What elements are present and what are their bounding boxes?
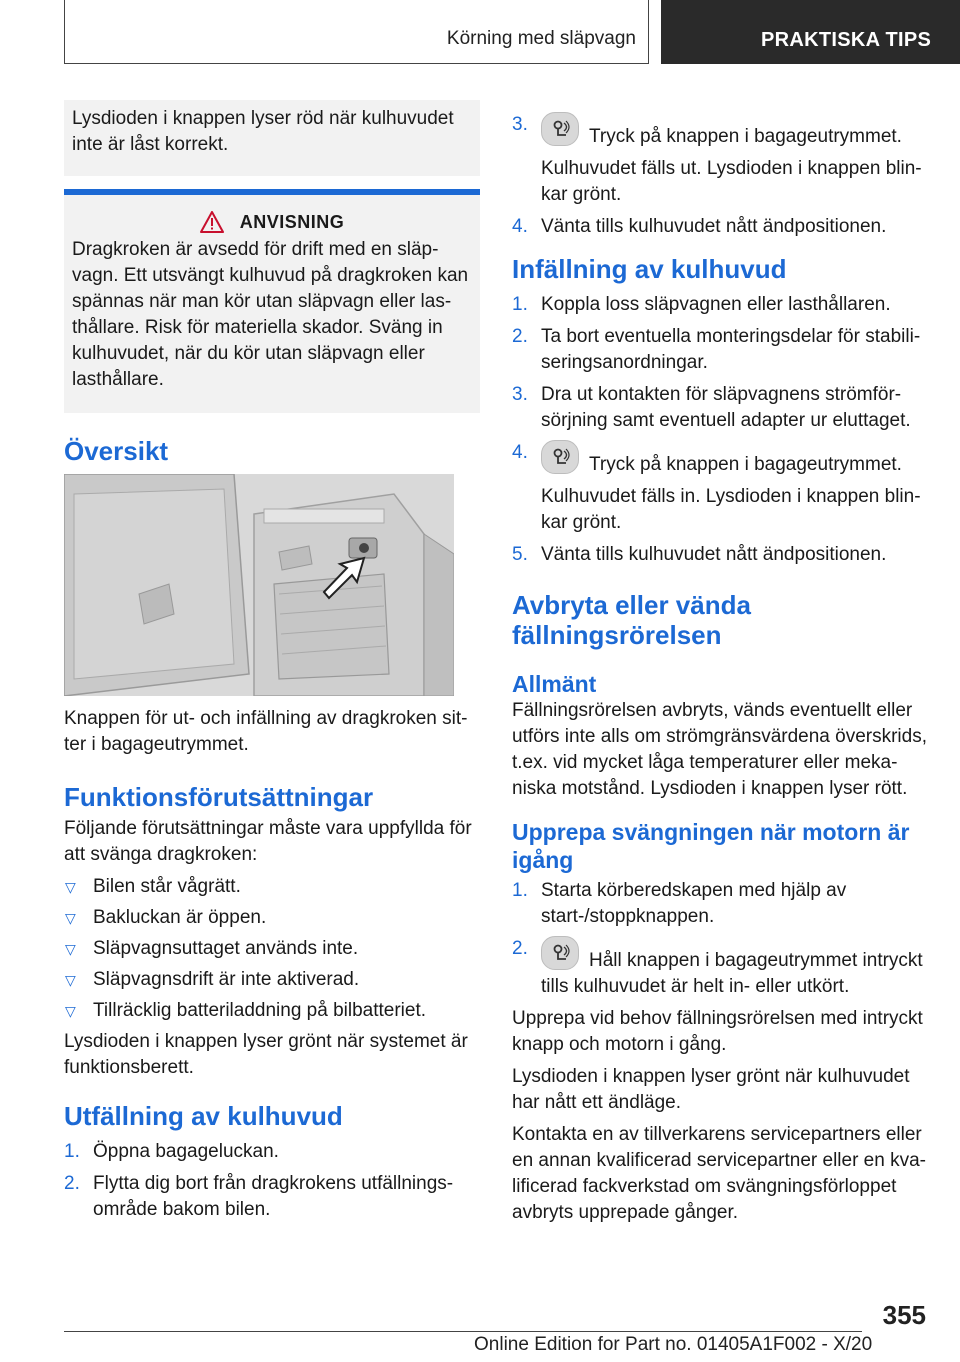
list-item: 4. Tryck på knappen i bagageutrymmet. Kulhuvudet fälls in. Lysdioden i knappen blinkar grönt. (512, 440, 928, 536)
repeat-paragraph-1: Upprepa vid behov fällningsrörelsen med intryckt knapp och motorn i gång. (512, 1008, 923, 1055)
bullet-triangle-icon: ▽ (65, 972, 76, 988)
repeat-heading: Upprepa svängningen när motorn är igång (512, 819, 910, 873)
prerequisites-list (64, 874, 480, 1024)
bullet-triangle-icon: ▽ (65, 879, 76, 895)
list-item: 3. Tryck på knappen i bagageutrymmet. Kulhuvudet fälls ut. Lysdioden i knappen blinkar grönt. (512, 112, 928, 208)
footer-rule (64, 1331, 862, 1332)
right-column (512, 112, 928, 1232)
retract-heading: Infällning av kulhuvud (512, 254, 787, 284)
page-number: 355 (882, 1300, 926, 1330)
figure-caption: Knappen för ut- och infällning av dragkroken sitter i bagageutrymmet. (64, 708, 468, 755)
notice-title-text: ANVISNING (239, 212, 345, 232)
list-item: ▽ Tillräcklig batteriladdning på bilbatteriet. (64, 998, 480, 1024)
extend-steps (64, 1139, 480, 1223)
trailer-hitch-button-icon (541, 936, 579, 970)
warning-triangle-icon (200, 211, 224, 233)
list-item: 1. Öppna bagageluckan. (64, 1141, 279, 1162)
list-item: ▽ Släpvagnsuttaget används inte. (64, 936, 480, 962)
prerequisites-result: Lysdioden i knappen lyser grönt när systemet är funktionsberett. (64, 1031, 468, 1078)
bullet-triangle-icon: ▽ (65, 941, 76, 957)
list-item: ▽ Bilen står vågrätt. (64, 874, 480, 900)
abort-heading: Avbryta eller vända fällningsrörelsen (512, 590, 751, 650)
extend-steps-continued (512, 112, 928, 240)
overview-heading: Översikt (64, 436, 169, 466)
notice-box (64, 189, 480, 413)
retract-steps (512, 292, 928, 568)
notice-title (72, 209, 472, 235)
repeat-steps (512, 878, 928, 1000)
prerequisites-intro: Följande förutsättningar måste vara uppfyllda för att svänga dragkroken: (64, 818, 472, 865)
notice-text: Dragkroken är avsedd för drift med en släpvagn. Ett utsvängt kulhuvud på dragkroken kan spännas när man kör utan släpvagn eller lasthållare. Risk för materiella skador. Sväng in kulhuvudet, när du kör utan släpvagn eller lasthållare. (72, 239, 469, 390)
header-separator (648, 0, 649, 64)
trailer-hitch-button-icon (541, 112, 579, 146)
list-item: 5. Vänta tills kulhuvudet nått ändpositionen. (512, 544, 887, 565)
prerequisites-heading: Funktionsförutsättningar (64, 782, 374, 812)
header-chapter-tab[interactable]: PRAKTISKA TIPS (661, 0, 960, 64)
list-item: 2. Ta bort eventuella monteringsdelar för stabiliseringsanordningar. (512, 326, 921, 373)
trailer-hitch-button-icon (541, 440, 579, 474)
list-item: ▽ Släpvagnsdrift är inte aktiverad. (64, 967, 480, 993)
info-box-text: Lysdioden i knappen lyser röd när kulhuvudet inte är låst korrekt. (72, 108, 454, 155)
left-column (64, 100, 480, 1229)
footer-edition: Online Edition for Part no. 01405A1F002 - X/20 (474, 1334, 873, 1355)
list-item: 1. Starta körberedskapen med hjälp av start-/stoppknappen. (512, 880, 847, 927)
step-result: Kulhuvudet fälls in. Lysdioden i knappen blinkar grönt. (541, 486, 921, 533)
header-section-title: Körning med släpvagn (446, 28, 636, 49)
list-item: 4. Vänta tills kulhuvudet nått ändpositionen. (512, 216, 887, 237)
step-result: Kulhuvudet fälls ut. Lysdioden i knappen blinkar grönt. (541, 158, 922, 205)
list-item: 3. Dra ut kontakten för släpvagnens strömförsörjning samt eventuell adapter ur eluttaget. (512, 384, 911, 431)
header-bottom-rule (64, 63, 648, 64)
list-item: 1. Koppla loss släpvagnen eller lasthållaren. (512, 294, 891, 315)
repeat-paragraph-3: Kontakta en av tillverkarens servicepartners eller en annan kvalificerad servicepartner eller en kvalificerad fackverkstad om svängningsförloppet avbryts upprepade gånger. (512, 1124, 926, 1223)
extend-heading: Utfällning av kulhuvud (64, 1101, 343, 1131)
repeat-paragraph-2: Lysdioden i knappen lyser grönt när kulhuvudet har nått ett ändläge. (512, 1066, 910, 1113)
info-box (64, 100, 480, 176)
list-item: 2. Håll knappen i bagageutrymmet intryckt tills kulhuvudet är helt in- eller utkört. (512, 938, 923, 997)
list-item: 2. Flytta dig bort från dragkrokens utfällningsområde bakom bilen. (64, 1173, 454, 1220)
general-heading: Allmänt (512, 671, 597, 697)
list-item: ▽ Bakluckan är öppen. (64, 905, 480, 931)
general-text: Fällningsrörelsen avbryts, vänds eventuellt eller utförs inte alls om strömgränsvärdena överskrids, t.ex. vid mycket låga temperaturer eller mekaniska motstånd. Lysdioden i knappen lyser rött. (512, 700, 927, 799)
bullet-triangle-icon: ▽ (65, 910, 76, 926)
bullet-triangle-icon: ▽ (65, 1003, 76, 1019)
trunk-button-illustration (64, 474, 454, 696)
